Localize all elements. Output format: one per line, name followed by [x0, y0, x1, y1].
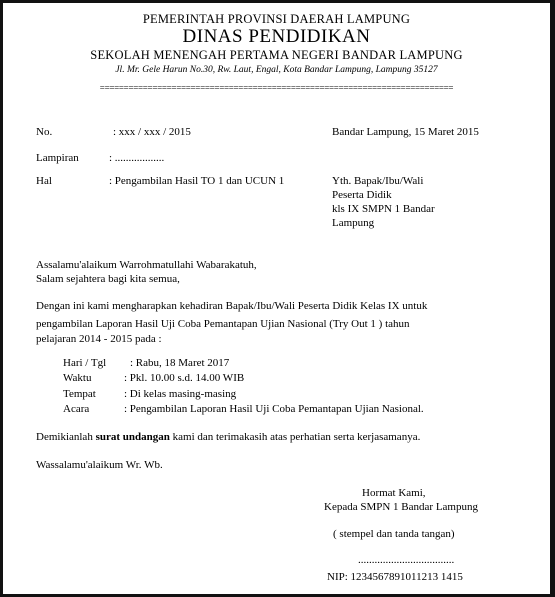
- detail-value: : Pengambilan Laporan Hasil Uji Coba Pemantapan Ujian Nasional.: [124, 403, 424, 415]
- letterhead-rule: ==========================================================================: [99, 83, 454, 93]
- signature-line: ...................................: [358, 554, 455, 566]
- detail-value: : Di kelas masing-masing: [124, 388, 237, 400]
- recipient-line: Lampung: [332, 217, 375, 229]
- detail-value: : Rabu, 18 Maret 2017: [130, 357, 230, 369]
- paragraph-line: Dengan ini kami mengharapkan kehadiran Bapak/Ibu/Wali Peserta Didik Kelas IX untuk: [36, 300, 428, 312]
- recipient-line: Peserta Didik: [332, 189, 392, 201]
- closing-text: kami dan terimakasih atas perhatian serta kerjasamanya.: [169, 431, 421, 443]
- detail-label: Waktu: [63, 372, 92, 384]
- closing-text: Demikianlah: [36, 431, 96, 443]
- letterhead-department: DINAS PENDIDIKAN: [182, 26, 371, 47]
- subject-value: : Pengambilan Hasil TO 1 dan UCUN 1: [109, 175, 285, 187]
- signature-nip: NIP: 1234567891011213 1415: [327, 571, 463, 583]
- detail-value: : Pkl. 10.00 s.d. 14.00 WIB: [124, 372, 245, 384]
- recipient-line: Yth. Bapak/Ibu/Wali: [332, 175, 424, 187]
- place-date: Bandar Lampung, 15 Maret 2015: [332, 126, 479, 138]
- letter-page: [3, 3, 550, 594]
- attachment-value: : ..................: [109, 152, 165, 164]
- attachment-label: Lampiran: [36, 152, 79, 164]
- greeting: Assalamu'alaikum Warrohmatullahi Wabarakatuh,: [36, 259, 257, 271]
- letterhead-government: PEMERINTAH PROVINSI DAERAH LAMPUNG: [142, 12, 411, 26]
- recipient-line: kls IX SMPN 1 Bandar: [332, 203, 435, 215]
- letterhead-school: SEKOLAH MENENGAH PERTAMA NEGERI BANDAR LAMPUNG: [90, 48, 463, 62]
- greeting-secondary: Salam sejahtera bagi kita semua,: [36, 273, 180, 285]
- paragraph-line: pengambilan Laporan Hasil Uji Coba Pemantapan Ujian Nasional (Try Out 1 ) tahun: [36, 318, 410, 330]
- subject-label: Hal: [36, 175, 52, 187]
- signature-regards: Hormat Kami,: [362, 487, 426, 499]
- number-label: No.: [36, 126, 53, 138]
- detail-label: Hari / Tgl: [63, 357, 107, 369]
- detail-label: Acara: [63, 403, 90, 415]
- farewell: Wassalamu'alaikum Wr. Wb.: [36, 459, 163, 471]
- closing-emphasis: surat undangan: [95, 431, 170, 443]
- paragraph-line: pelajaran 2014 - 2015 pada :: [36, 333, 162, 345]
- letterhead-address: Jl. Mr. Gele Harun No.30, Rw. Laut, Engal, Kota Bandar Lampung, Lampung 35127: [115, 65, 438, 75]
- detail-label: Tempat: [63, 388, 96, 400]
- number-value: : xxx / xxx / 2015: [113, 126, 191, 138]
- closing-sentence: [36, 431, 420, 443]
- signature-stamp-note: ( stempel dan tanda tangan): [333, 528, 455, 540]
- signature-school: Kepada SMPN 1 Bandar Lampung: [324, 501, 478, 513]
